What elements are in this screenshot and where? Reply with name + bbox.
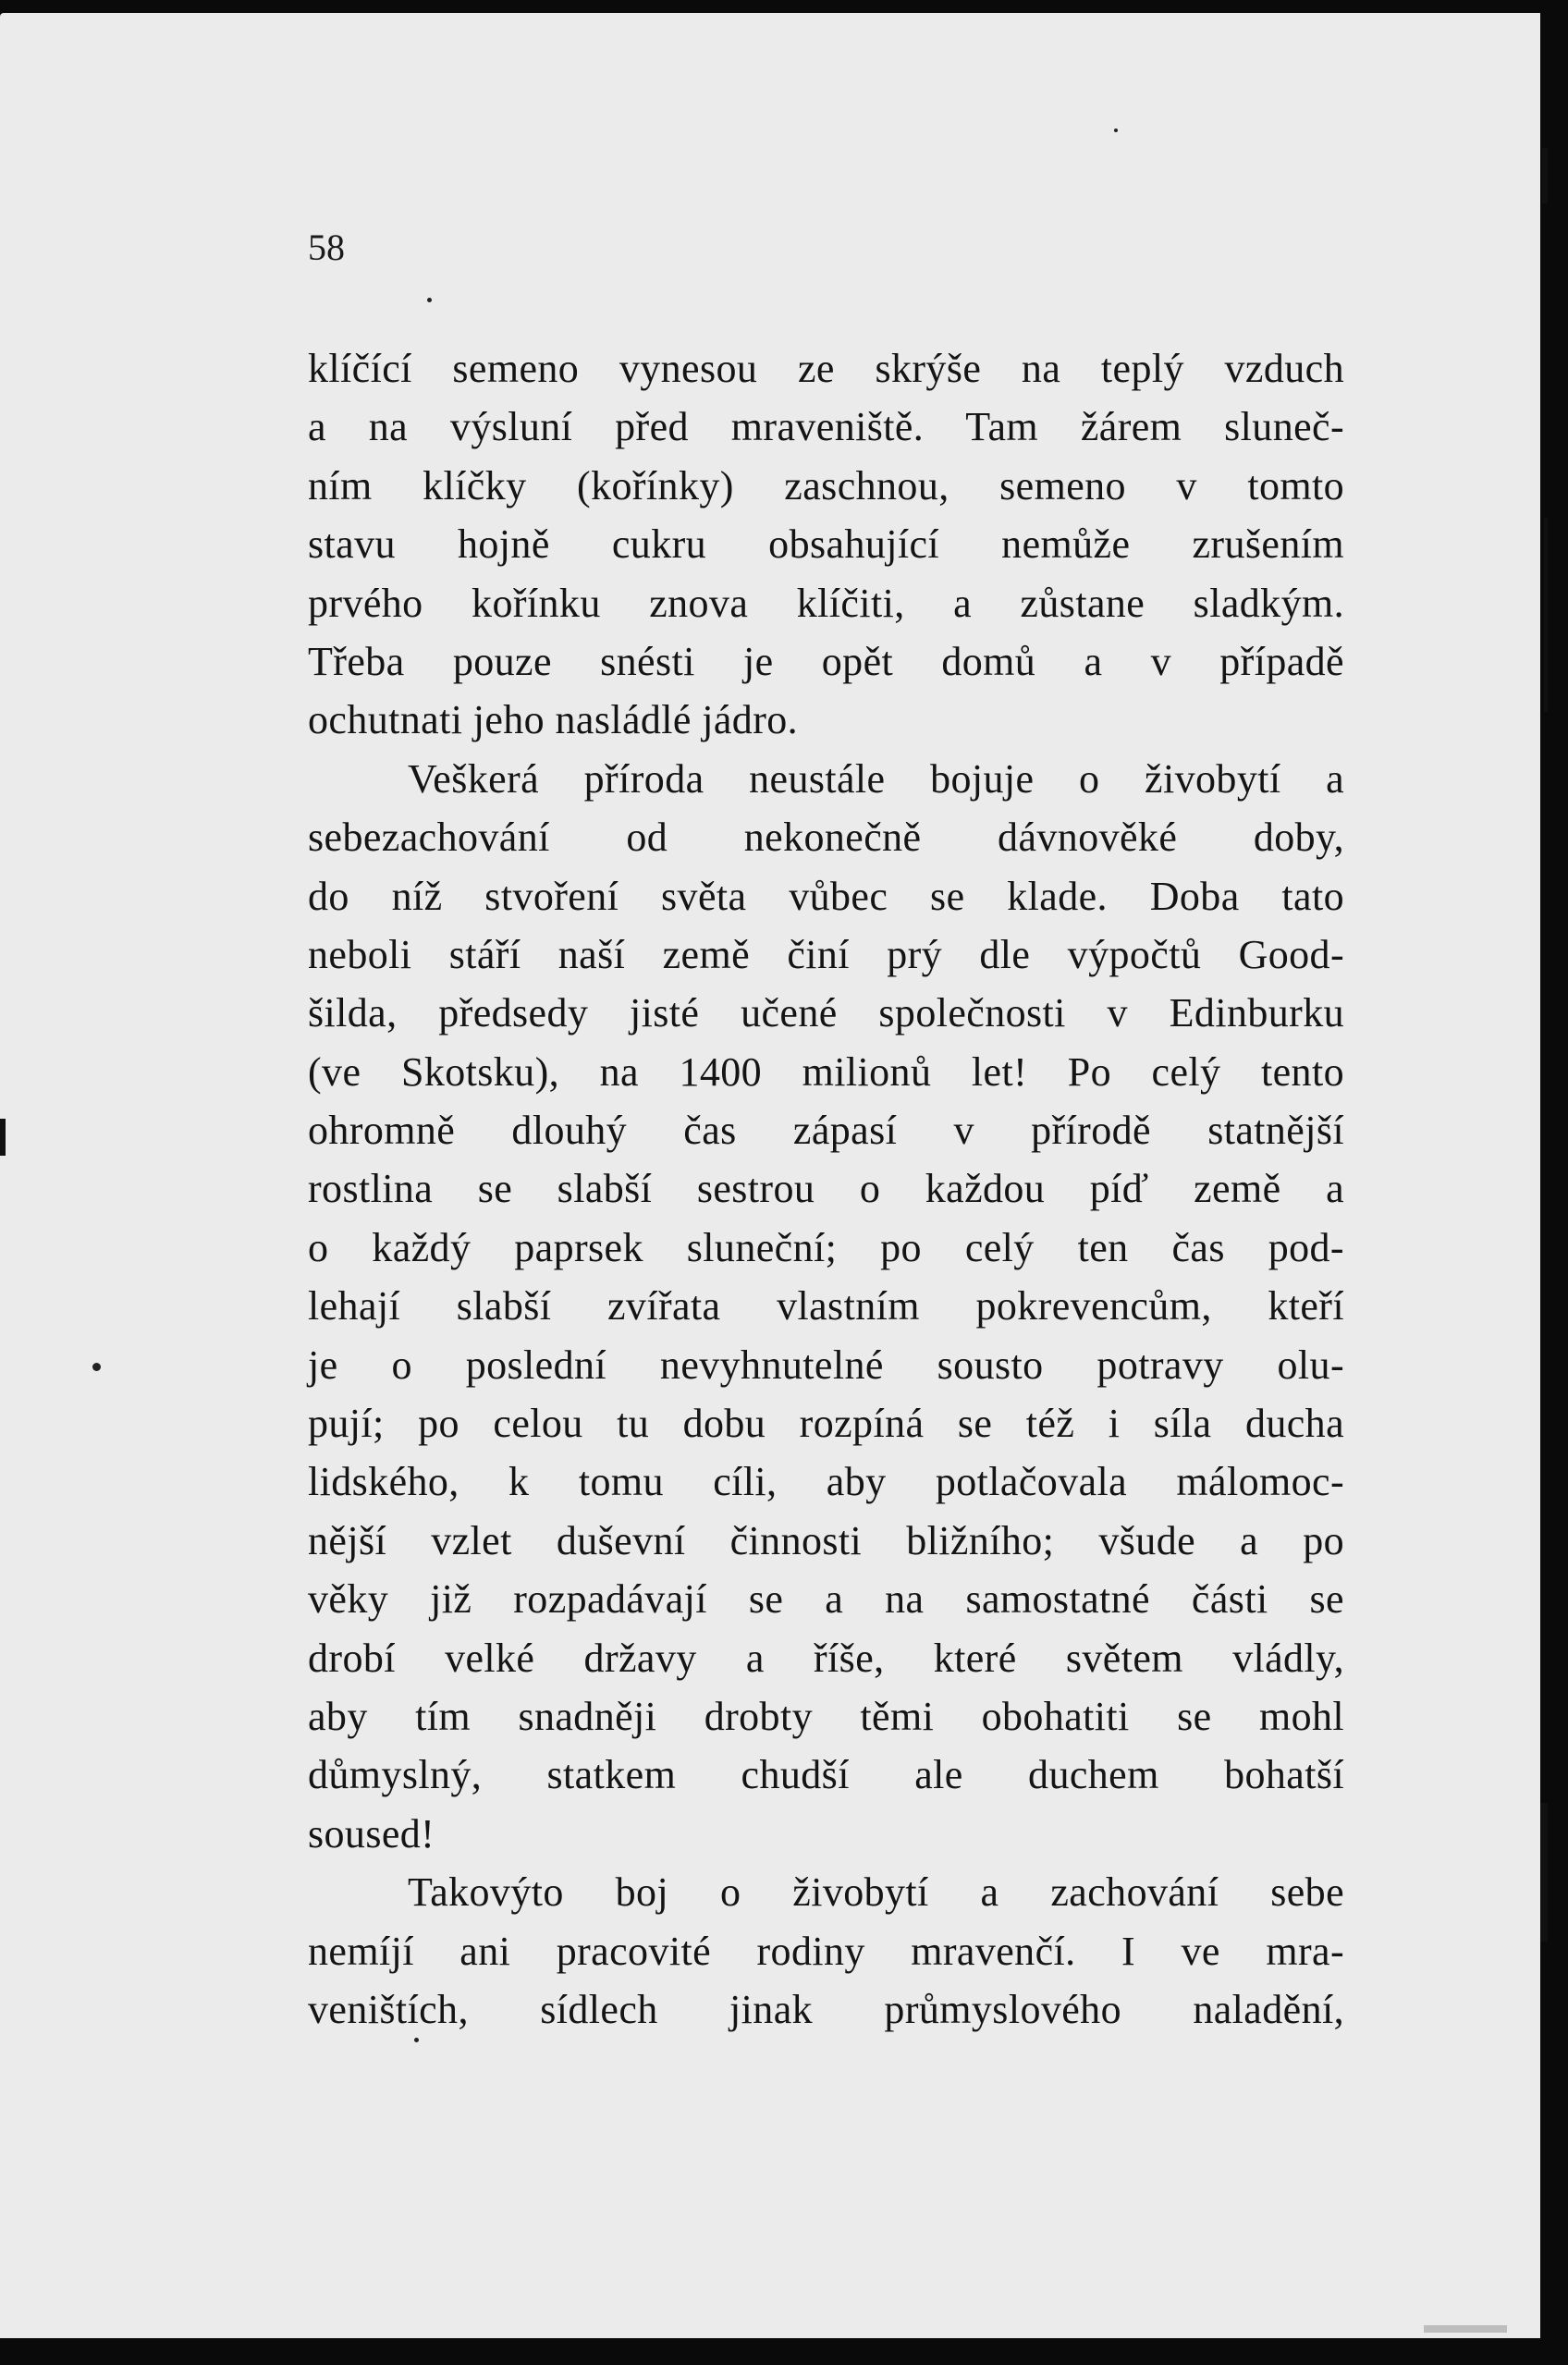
- text-line: neboli stáří naší země činí prý dle výpočtů Good-: [308, 931, 1344, 977]
- text-line: Třeba pouze snésti je opět domů a v případě: [308, 638, 1344, 684]
- text-line: ním klíčky (kořínky) zaschnou, semeno v tomto: [308, 462, 1344, 509]
- page-number: 58: [308, 227, 345, 268]
- text-line: nější vzlet duševní činnosti bližního; všude a po: [308, 1517, 1344, 1563]
- page-speck: [427, 298, 432, 302]
- text-line: je o poslední nevyhnutelné sousto potravy olu-: [308, 1342, 1344, 1388]
- text-line: rostlina se slabší sestrou o každou píď země a: [308, 1166, 1344, 1212]
- page-speck: [92, 1363, 101, 1371]
- text-line: Veškerá příroda neustále bojuje o živobytí a: [408, 755, 1344, 802]
- text-line: šilda, předsedy jisté učené společnosti v Edinburku: [308, 990, 1344, 1036]
- text-line: věky již rozpadávají se a na samostatné části se: [308, 1576, 1344, 1623]
- text-line: důmyslný, statkem chudší ale duchem bohatší: [308, 1752, 1344, 1798]
- text-line: sebezachování od nekonečně dávnověké doby,: [308, 815, 1344, 861]
- page-edge-mark: [1544, 518, 1548, 712]
- text-line: drobí velké državy a říše, které světem vládly,: [308, 1635, 1344, 1681]
- text-line: o každý paprsek sluneční; po celý ten čas pod-: [308, 1224, 1344, 1270]
- text-line: Takovýto boj o živobytí a zachování sebe: [408, 1869, 1344, 1916]
- text-line: veništích, sídlech jinak průmyslového naladění,: [308, 1986, 1344, 2032]
- text-line: klíčící semeno vynesou ze skrýše na teplý vzduch: [308, 346, 1344, 391]
- text-line: ochutnati jeho nasládlé jádro.: [308, 697, 799, 743]
- text-line: (ve Skotsku), na 1400 milionů let! Po celý tento: [308, 1048, 1344, 1095]
- text-line: prvého kořínku znova klíčiti, a zůstane sladkým.: [308, 580, 1344, 626]
- text-line: lehají slabší zvířata vlastním pokrevencům, kteří: [308, 1283, 1344, 1330]
- page-edge-mark: [1542, 148, 1548, 203]
- page-edge-mark: [1540, 1803, 1548, 1942]
- page-text: [308, 339, 1344, 2039]
- book-page: [0, 13, 1540, 2338]
- text-line: stavu hojně cukru obsahující nemůže zrušením: [308, 521, 1344, 568]
- text-line: lidského, k tomu cíli, aby potlačovala málomoc-: [308, 1459, 1344, 1505]
- page-speck: [414, 2038, 419, 2042]
- page-speck: [1114, 129, 1118, 132]
- text-line: pují; po celou tu dobu rozpíná se též i síla ducha: [308, 1401, 1344, 1447]
- text-line: nemíjí ani pracovité rodiny mravenčí. I ve mra-: [308, 1928, 1344, 1974]
- page-edge-mark: [0, 1119, 6, 1156]
- text-line: aby tím snadněji drobty těmi obohatiti se mohl: [308, 1693, 1344, 1739]
- text-line: a na výsluní před mraveniště. Tam žárem sluneč-: [308, 404, 1344, 450]
- text-line: do níž stvoření světa vůbec se klade. Doba tato: [308, 873, 1344, 919]
- text-line: ohromně dlouhý čas zápasí v přírodě statnější: [308, 1108, 1344, 1154]
- page-edge-mark: [1424, 2325, 1507, 2333]
- text-line: soused!: [308, 1810, 435, 1856]
